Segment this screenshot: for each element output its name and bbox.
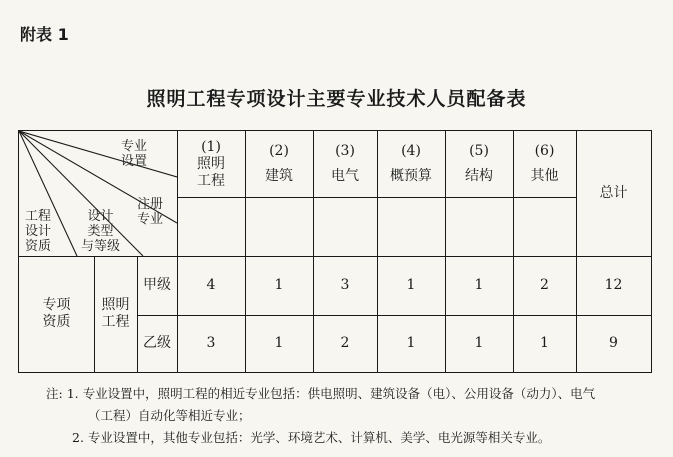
- value-cell: 1: [540, 335, 549, 351]
- column-header-budget: [377, 131, 445, 197]
- column-name: 电气: [331, 168, 359, 184]
- major-setting-label: 专业 设置: [121, 139, 148, 169]
- column-header-lighting: [177, 131, 245, 197]
- total-cell: 9: [609, 335, 618, 351]
- value-cell: 1: [474, 335, 484, 351]
- staffing-table: [18, 130, 652, 373]
- appendix-label: 附表 1: [20, 25, 69, 44]
- table-title: 照明工程专项设计主要专业技术人员配备表: [146, 88, 527, 110]
- value-cell: 1: [274, 335, 284, 351]
- column-number: (1): [201, 138, 221, 155]
- value-cell: 2: [340, 335, 350, 351]
- note-1-line-1: [46, 383, 656, 405]
- column-number: (6): [534, 143, 555, 159]
- total-cell: 12: [604, 277, 623, 293]
- value-cell: 2: [540, 277, 549, 293]
- column-header-total: 总计: [599, 185, 628, 201]
- table-notes: [46, 383, 656, 449]
- value-cell: 1: [406, 335, 416, 351]
- column-name: 建筑: [265, 168, 293, 184]
- column-header-architecture: [245, 131, 313, 197]
- column-number: (4): [401, 143, 421, 159]
- column-number: (3): [335, 143, 355, 159]
- column-header-other: [513, 131, 576, 197]
- value-cell: 3: [206, 335, 216, 351]
- grade-cell-b: 乙级: [143, 335, 171, 351]
- value-cell: 1: [406, 277, 416, 293]
- column-name: 概预算: [390, 168, 432, 184]
- column-name: 结构: [465, 168, 493, 184]
- value-cell: 1: [474, 277, 484, 293]
- note-1-line-2: （工程）自动化等相近专业；: [88, 408, 251, 423]
- note-2: 2. 专业设置中，其他专业包括：光学、环境艺术、计算机、美学、电光源等相关专业。: [72, 430, 551, 445]
- column-number: (5): [469, 143, 489, 159]
- notes-prefix: 注:: [46, 386, 63, 401]
- column-name: 照明 工程: [197, 155, 225, 189]
- note-1-text: 1. 专业设置中，照明工程的相近专业包括：供电照明、建筑设备（电）、公用设备（动力）、电气: [66, 386, 596, 401]
- design-type-grade-label: 设计 类型 与等级: [81, 209, 121, 254]
- column-header-electrical: [313, 131, 377, 197]
- design-type-cell: 照明 工程: [101, 297, 130, 330]
- value-cell: 3: [340, 277, 350, 293]
- grade-cell-a: 甲级: [143, 277, 171, 293]
- column-name: 其他: [530, 168, 559, 184]
- value-cell: 1: [274, 277, 284, 293]
- registered-major-label: 注册 专业: [137, 197, 164, 227]
- qualification-cell: 专项 资质: [42, 297, 71, 330]
- column-number: (2): [269, 143, 289, 159]
- column-header-structure: [445, 131, 513, 197]
- value-cell: 4: [206, 277, 216, 293]
- engineering-qualification-label: 工程 设计 资质: [25, 209, 52, 254]
